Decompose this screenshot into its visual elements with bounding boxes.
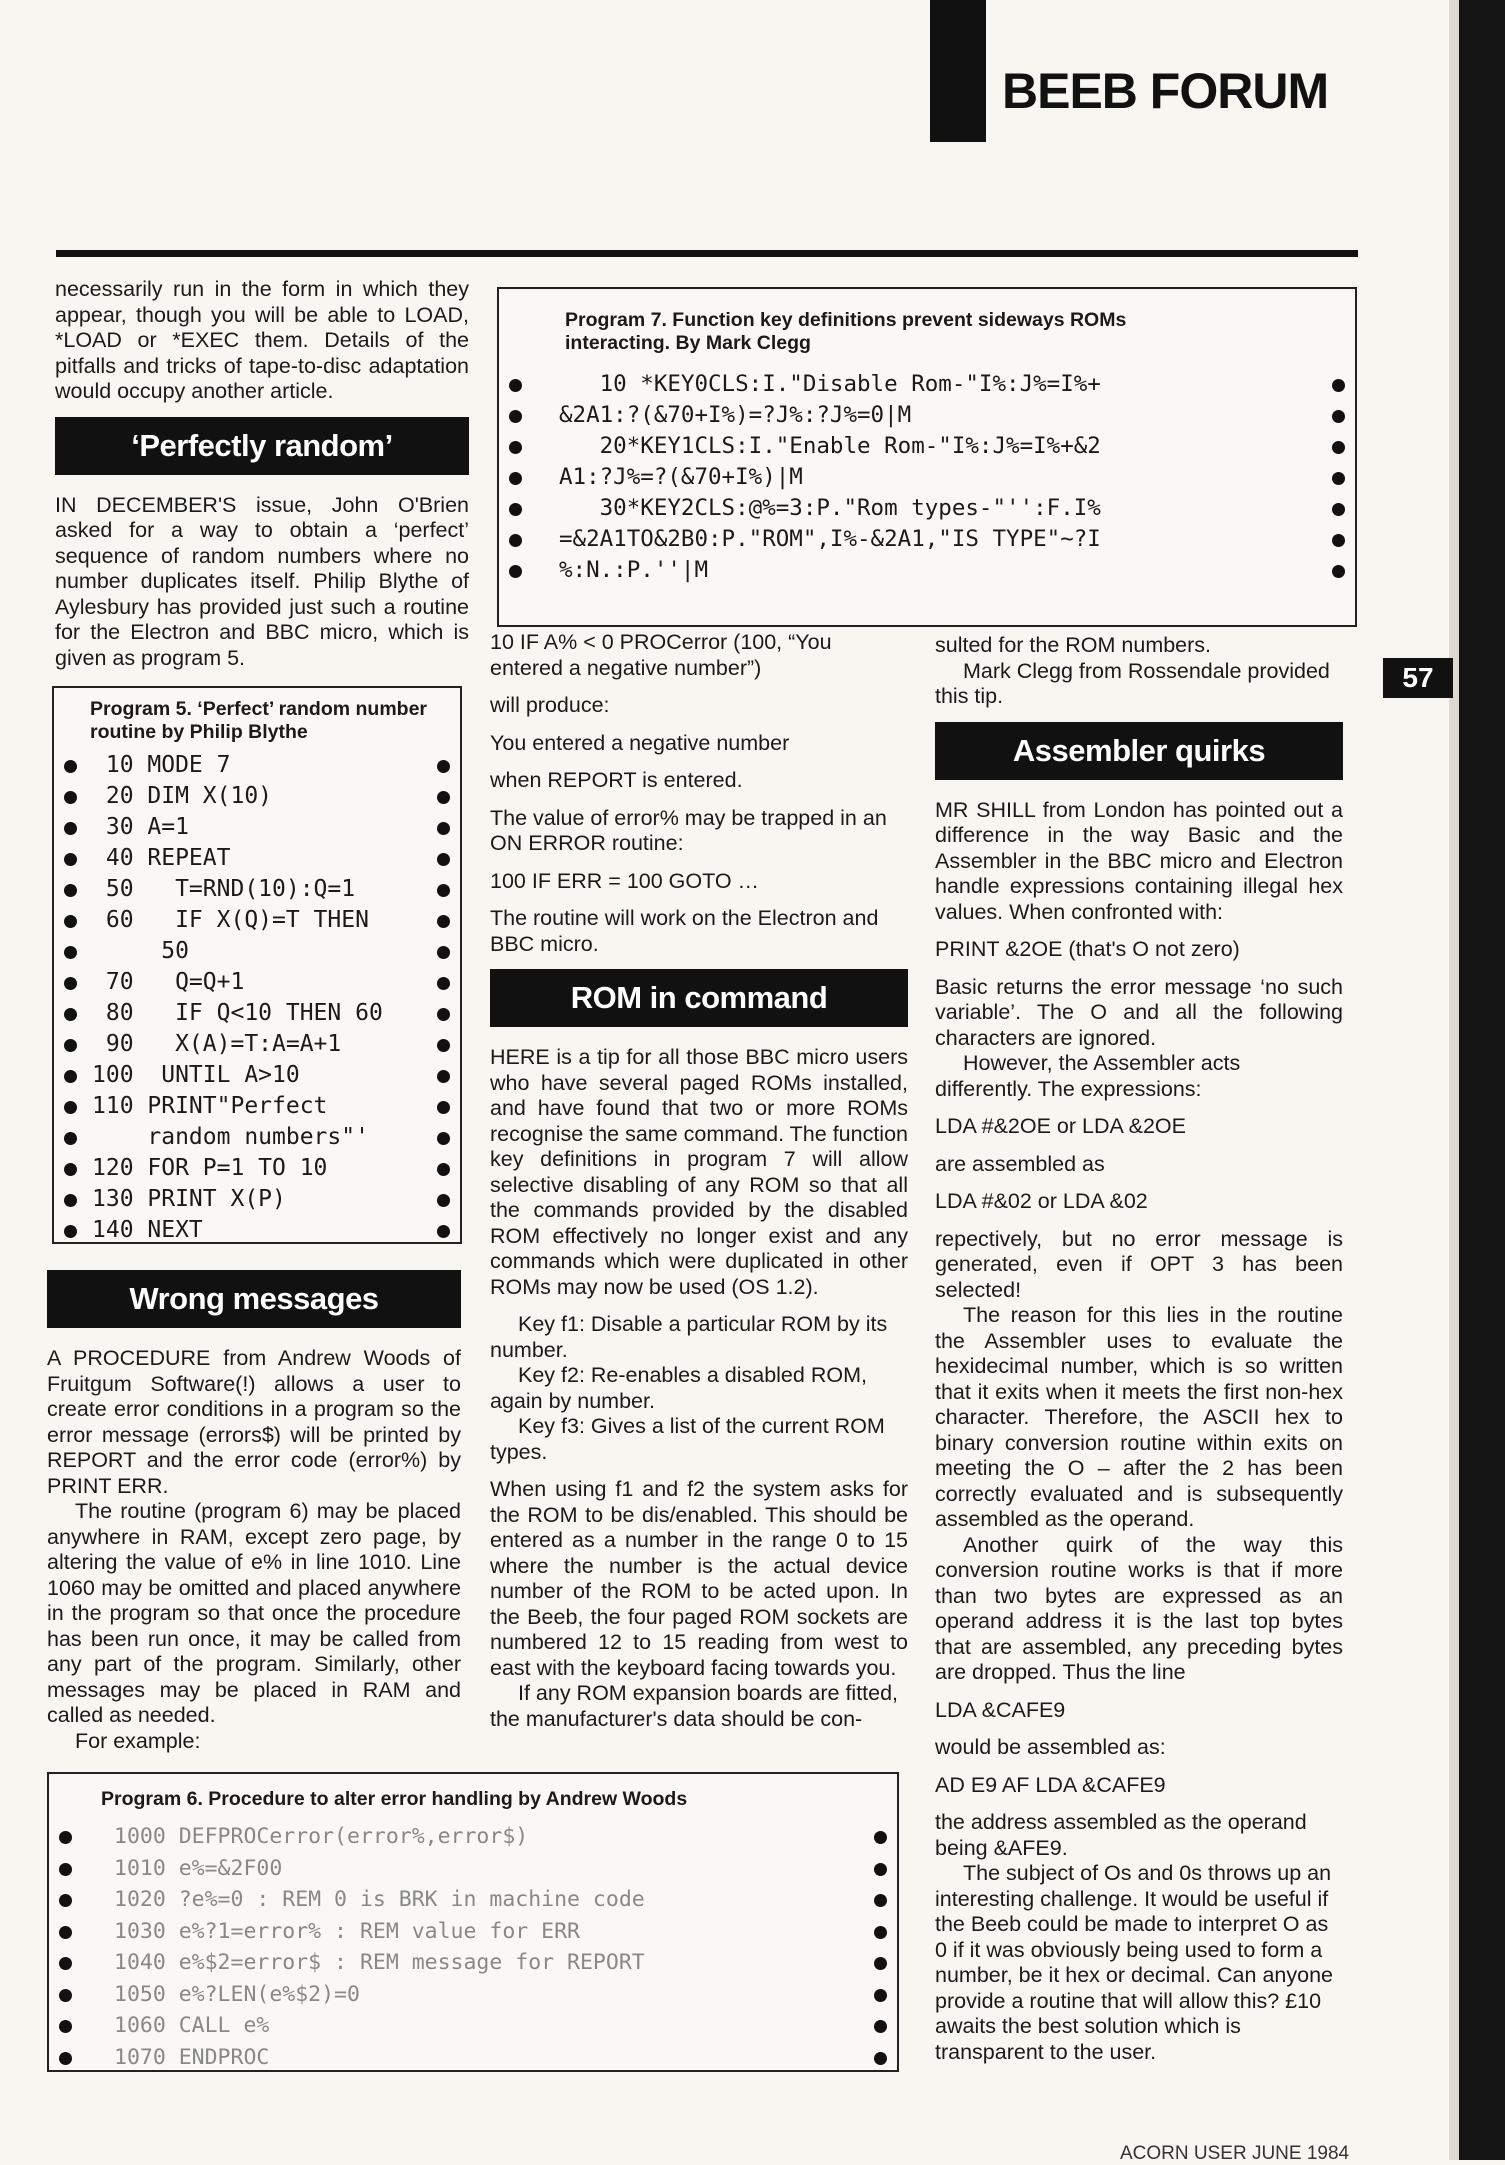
program-5-title: Program 5. ‘Perfect’ random number routine by Philip Blythe xyxy=(90,698,428,743)
punch-hole-icon xyxy=(59,1957,72,1970)
code-text: 1010 e%=&2F00 xyxy=(114,1855,283,1881)
code-example: AD E9 AF LDA &CAFE9 xyxy=(935,1772,1166,1797)
punch-hole-icon xyxy=(64,1225,77,1238)
code-line xyxy=(54,843,460,874)
code-line xyxy=(499,524,1355,555)
punch-hole-icon xyxy=(509,379,522,392)
section-title: BEEB FORUM xyxy=(1002,63,1329,119)
punch-hole-icon xyxy=(64,760,77,773)
code-example: 100 IF ERR = 100 GOTO … xyxy=(490,868,760,893)
punch-hole-icon xyxy=(64,946,77,959)
code-line xyxy=(54,812,460,843)
code-example: LDA &CAFE9 xyxy=(935,1697,1066,1722)
punch-hole-icon xyxy=(437,1039,450,1052)
code-text: 1030 e%?1=error% : REM value for ERR xyxy=(114,1918,580,1944)
code-text: 1040 e%$2=error$ : REM message for REPORT xyxy=(114,1950,645,1975)
code-line xyxy=(54,936,460,967)
code-text: 50 T=RND(10):Q=1 xyxy=(92,876,356,902)
code-line xyxy=(499,493,1355,524)
column-1-lower xyxy=(47,1270,461,1766)
code-text: 110 PRINT"Perfect xyxy=(92,1093,328,1119)
code-text: random numbers"' xyxy=(92,1124,369,1150)
program-7-listing xyxy=(499,369,1355,586)
code-text: &2A1:?(&70+I%)=?J%:?J%=0|M xyxy=(559,402,912,428)
code-example: LDA #&02 or LDA &02 xyxy=(935,1189,1148,1213)
code-line xyxy=(49,1979,897,2011)
punch-hole-icon xyxy=(509,410,522,423)
punch-hole-icon xyxy=(437,915,450,928)
punch-hole-icon xyxy=(874,2020,887,2033)
punch-hole-icon xyxy=(1332,472,1345,485)
paragraph: the address assembled as the operand being &AFE9. xyxy=(935,1810,1307,1860)
program-5-box xyxy=(52,686,462,1244)
punch-hole-icon xyxy=(437,1194,450,1207)
heading-perfectly-random: ‘Perfectly random’ xyxy=(55,417,469,475)
code-line xyxy=(499,400,1355,431)
punch-hole-icon xyxy=(64,1194,77,1207)
code-text: 1050 e%?LEN(e%$2)=0 xyxy=(114,1981,360,2007)
code-line xyxy=(54,1215,460,1246)
punch-hole-icon xyxy=(1332,441,1345,454)
punch-hole-icon xyxy=(64,853,77,866)
paragraph: will produce: xyxy=(490,693,610,717)
code-text: 80 IF Q<10 THEN 60 xyxy=(92,1000,383,1026)
punch-hole-icon xyxy=(874,1831,887,1844)
paragraph: If any ROM expansion boards are fitted, the manufacturer's data should be con- xyxy=(490,1681,899,1731)
paragraph: For example: xyxy=(75,1728,201,1753)
code-text: 30*KEY2CLS:@%=3:P."Rom types-"'':F.I% xyxy=(559,495,1101,521)
program-6-listing xyxy=(49,1821,897,2073)
punch-hole-icon xyxy=(437,1163,450,1176)
punch-hole-icon xyxy=(437,1132,450,1145)
code-line xyxy=(49,1947,897,1979)
code-line xyxy=(54,1060,460,1091)
code-line xyxy=(54,750,460,781)
code-text: 140 NEXT xyxy=(92,1217,203,1243)
punch-hole-icon xyxy=(437,1008,450,1021)
code-text: 10 MODE 7 xyxy=(92,752,231,778)
code-line xyxy=(49,1884,897,1916)
punch-hole-icon xyxy=(437,946,450,959)
code-text: 120 FOR P=1 TO 10 xyxy=(92,1155,328,1181)
punch-hole-icon xyxy=(64,1070,77,1083)
punch-hole-icon xyxy=(509,534,522,547)
page-edge-shadow xyxy=(1449,0,1459,2160)
punch-hole-icon xyxy=(874,1989,887,2002)
punch-hole-icon xyxy=(1332,534,1345,547)
punch-hole-icon xyxy=(64,1163,77,1176)
page-edge xyxy=(1459,0,1505,2160)
paragraph: The value of error% may be trapped in an ON ERROR routine: xyxy=(490,805,887,855)
paragraph: The routine will work on the Electron and BBC micro. xyxy=(490,906,879,956)
code-line xyxy=(54,1184,460,1215)
punch-hole-icon xyxy=(874,1926,887,1939)
punch-hole-icon xyxy=(437,822,450,835)
punch-hole-icon xyxy=(1332,379,1345,392)
heading-assembler-quirks: Assembler quirks xyxy=(935,722,1343,780)
page-number: 57 xyxy=(1383,658,1453,698)
punch-hole-icon xyxy=(1332,503,1345,516)
paragraph: Another quirk of the way this conversion routine works is that if more than two bytes are expressed as an operand address it is the last top bytes that are assembled, any preceding bytes are dropped. Thus the line xyxy=(935,1532,1343,1684)
paragraph: would be assembled as: xyxy=(935,1735,1166,1759)
punch-hole-icon xyxy=(59,1894,72,1907)
punch-hole-icon xyxy=(509,441,522,454)
punch-hole-icon xyxy=(1332,565,1345,578)
code-text: 20 DIM X(10) xyxy=(92,783,273,809)
punch-hole-icon xyxy=(59,1831,72,1844)
code-line xyxy=(49,1853,897,1885)
paragraph: The reason for this lies in the routine the Assembler uses to evaluate the hexidecimal number, which is so written that it exits when it meets the first non-hex character. Therefore, the ASCII hex to binary conversion routine within exits on meeting the O – after the 2 has been correctly evaluated and is subsequently assembled as the operand. xyxy=(935,1303,1343,1531)
code-example: You entered a negative number xyxy=(490,730,790,755)
paragraph: Key f3: Gives a list of the current ROM types. xyxy=(490,1414,885,1464)
punch-hole-icon xyxy=(64,1101,77,1114)
punch-hole-icon xyxy=(64,1132,77,1145)
code-text: 1070 ENDPROC xyxy=(114,2044,270,2070)
code-text: %:N.:P.''|M xyxy=(559,557,709,583)
code-text: 70 Q=Q+1 xyxy=(92,969,245,995)
paragraph: repectively, but no error message is generated, even if OPT 3 has been selected! xyxy=(935,1226,1343,1302)
code-line xyxy=(49,1916,897,1948)
punch-hole-icon xyxy=(437,884,450,897)
punch-hole-icon xyxy=(437,1101,450,1114)
header-rule xyxy=(56,250,1358,257)
column-1 xyxy=(55,277,469,683)
code-text: 10 *KEY0CLS:I."Disable Rom-"I%:J%=I%+ xyxy=(559,371,1101,397)
code-line xyxy=(54,905,460,936)
punch-hole-icon xyxy=(59,1989,72,2002)
code-example: 10 IF A% < 0 PROCerror (100, “You entered a negative number”) xyxy=(490,630,832,680)
heading-rom-in-command: ROM in command xyxy=(490,969,908,1027)
punch-hole-icon xyxy=(59,1863,72,1876)
column-2 xyxy=(490,630,908,1744)
code-text: 130 PRINT X(P) xyxy=(92,1186,286,1212)
paragraph: Mark Clegg from Rossendale provided this tip. xyxy=(935,658,1330,708)
program-7-title: Program 7. Function key definitions prevent sideways ROMs interacting. By Mark Clegg xyxy=(565,309,1127,354)
code-line xyxy=(499,431,1355,462)
code-text: 40 REPEAT xyxy=(92,845,231,871)
punch-hole-icon xyxy=(437,791,450,804)
code-example: LDA #&2OE or LDA &2OE xyxy=(935,1114,1186,1138)
punch-hole-icon xyxy=(64,977,77,990)
code-example: PRINT &2OE (that's O not zero) xyxy=(935,937,1240,961)
punch-hole-icon xyxy=(437,977,450,990)
paragraph: The subject of Os and 0s throws up an interesting challenge. It would be useful if the Beeb could be made to interpret O as 0 if it was obviously being used to form a number, be it hex or decimal. Can anyone provide a routine that will allow this? £10 awaits the best solution which is transparent to the user. xyxy=(935,1861,1333,2064)
paragraph: However, the Assembler acts differently. The expressions: xyxy=(935,1051,1241,1101)
punch-hole-icon xyxy=(64,822,77,835)
code-line xyxy=(54,1091,460,1122)
punch-hole-icon xyxy=(64,1008,77,1021)
code-line xyxy=(54,1122,460,1153)
code-line xyxy=(499,369,1355,400)
code-line xyxy=(499,462,1355,493)
code-text: 60 IF X(Q)=T THEN xyxy=(92,907,369,933)
code-line xyxy=(49,2010,897,2042)
paragraph: are assembled as xyxy=(935,1151,1105,1176)
code-text: =&2A1TO&2B0:P."ROM",I%-&2A1,"IS TYPE"~?I xyxy=(559,526,1101,552)
paragraph: HERE is a tip for all those BBC micro users who have several paged ROMs installed, and have found that two or more ROMs recognise the same command. The function key definitions in program 7 will allow selective disabling of any ROM so that all the commands provided by the disabled ROM effectively no longer exist and any commands which were duplicated in other ROMs may now be used (OS 1.2). xyxy=(490,1045,908,1299)
footer-issue: ACORN USER JUNE 1984 xyxy=(1120,2143,1350,2164)
code-line xyxy=(54,781,460,812)
punch-hole-icon xyxy=(437,853,450,866)
code-text: 1020 ?e%=0 : REM 0 is BRK in machine code xyxy=(114,1887,645,1912)
paragraph: when REPORT is entered. xyxy=(490,768,743,792)
punch-hole-icon xyxy=(509,565,522,578)
code-text: 90 X(A)=T:A=A+1 xyxy=(92,1031,342,1057)
code-line xyxy=(54,874,460,905)
code-line xyxy=(499,555,1355,586)
code-line xyxy=(49,1821,897,1853)
punch-hole-icon xyxy=(1332,410,1345,423)
program-5-listing xyxy=(54,750,460,1246)
heading-wrong-messages: Wrong messages xyxy=(47,1270,461,1328)
punch-hole-icon xyxy=(64,915,77,928)
punch-hole-icon xyxy=(437,760,450,773)
punch-hole-icon xyxy=(874,1957,887,1970)
paragraph: The routine (program 6) may be placed anywhere in RAM, except zero page, by altering the value of e% in line 1010. Line 1060 may be omitted and placed anywhere in the program so that once the procedure has been run once, it may be called from any part of the program. Similarly, other messages may be placed in RAM and called as needed. xyxy=(47,1499,461,1727)
punch-hole-icon xyxy=(59,2052,72,2065)
program-7-box xyxy=(497,287,1357,627)
program-6-title: Program 6. Procedure to alter error handling by Andrew Woods xyxy=(101,1788,688,1810)
code-text: 20*KEY1CLS:I."Enable Rom-"I%:J%=I%+&2 xyxy=(559,433,1101,459)
punch-hole-icon xyxy=(874,2052,887,2065)
punch-hole-icon xyxy=(64,884,77,897)
paragraph: Key f1: Disable a particular ROM by its number. xyxy=(490,1312,888,1362)
punch-hole-icon xyxy=(509,503,522,516)
paragraph: IN DECEMBER'S issue, John O'Brien asked for a way to obtain a ‘perfect’ sequence of random numbers where no number duplicates itself. Philip Blythe of Aylesbury has provided just such a routine for the Electron and BBC micro, which is given as program 5. xyxy=(55,492,469,670)
code-text: 1060 CALL e% xyxy=(114,2013,270,2038)
paragraph: sulted for the ROM numbers. xyxy=(935,633,1212,657)
punch-hole-icon xyxy=(874,1863,887,1876)
punch-hole-icon xyxy=(509,472,522,485)
punch-hole-icon xyxy=(59,2020,72,2033)
punch-hole-icon xyxy=(64,1039,77,1052)
code-line xyxy=(54,998,460,1029)
punch-hole-icon xyxy=(437,1070,450,1083)
program-6-box xyxy=(47,1772,899,2072)
punch-hole-icon xyxy=(64,791,77,804)
header-block xyxy=(930,0,986,142)
paragraph: Basic returns the error message ‘no such variable’. The O and all the following characters are ignored. xyxy=(935,974,1343,1050)
code-line xyxy=(54,1153,460,1184)
intro-paragraph: necessarily run in the form in which they appear, though you will be able to LOAD, *LOAD or *EXEC them. Details of the pitfalls and tricks of tape-to-disc adaptation would occupy another article. xyxy=(55,277,469,403)
punch-hole-icon xyxy=(437,1225,450,1238)
paragraph: Key f2: Re-enables a disabled ROM, again by number. xyxy=(490,1363,867,1413)
paragraph: A PROCEDURE from Andrew Woods of Fruitgum Software(!) allows a user to create error conditions in a program so the error message (errors$) will be printed by REPORT and the error code (error%) by PRINT ERR. xyxy=(47,1346,461,1498)
paragraph: When using f1 and f2 the system asks for the ROM to be dis/enabled. This should be entered as a number in the range 0 to 15 where the number is the actual device number of the ROM to be acted upon. In the Beeb, the four paged ROM sockets are numbered 12 to 15 reading from west to east with the keyboard facing towards you. xyxy=(490,1477,908,1680)
code-text: 50 xyxy=(92,938,189,964)
punch-hole-icon xyxy=(59,1926,72,1939)
code-line xyxy=(49,2042,897,2074)
code-line xyxy=(54,1029,460,1060)
code-line xyxy=(54,967,460,998)
code-text: 100 UNTIL A>10 xyxy=(92,1062,300,1088)
code-text: 30 A=1 xyxy=(92,814,189,840)
paragraph: MR SHILL from London has pointed out a difference in the way Basic and the Assembler in the BBC micro and Electron handle expressions containing illegal hex values. When confronted with: xyxy=(935,797,1343,924)
punch-hole-icon xyxy=(874,1894,887,1907)
code-text: 1000 DEFPROCerror(error%,error$) xyxy=(114,1824,529,1849)
code-text: A1:?J%=?(&70+I%)|M xyxy=(559,464,803,490)
column-3 xyxy=(935,633,1343,2077)
